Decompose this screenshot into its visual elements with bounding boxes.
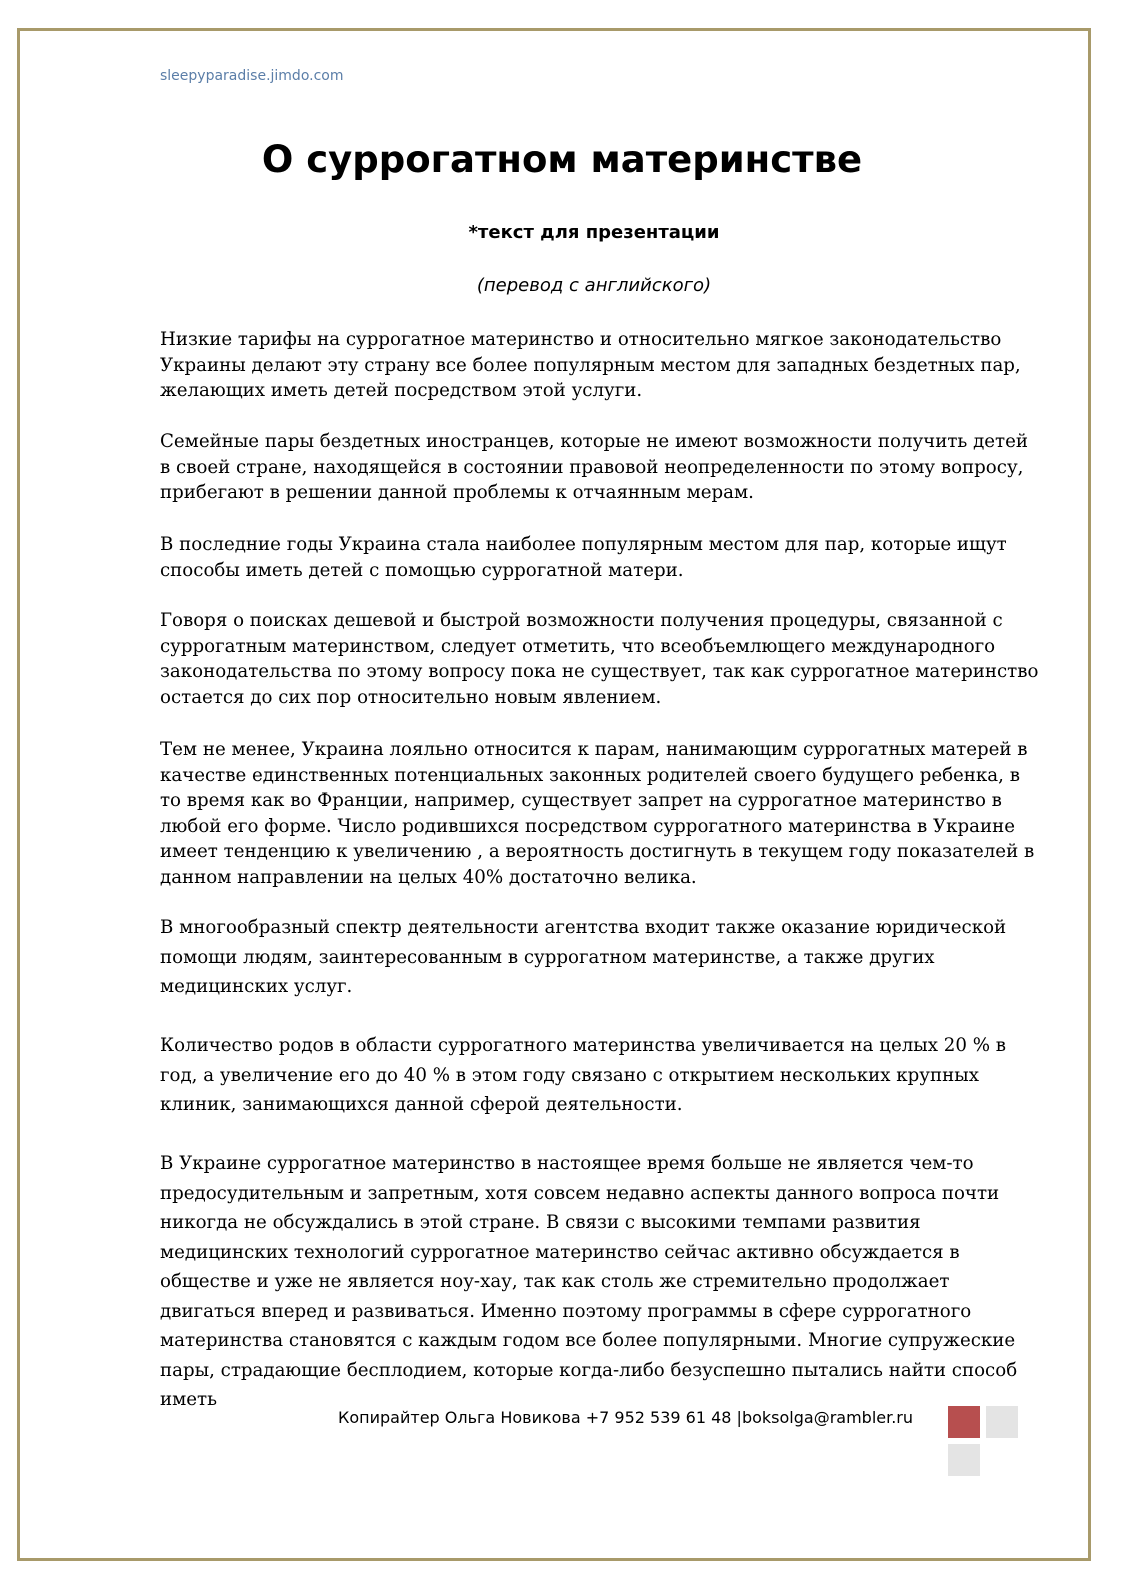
paragraph-text: Говоря о поисках дешевой и быстрой возможности получения процедуры, связанной с суррогатным материнством, следует отметить, что всеобъемлющего международного законодательства по этому вопросу пока не существует, так как суррогатное материнство остается до сих пор относительно новым явлением. [160,610,1039,708]
logo-square-gray [948,1444,980,1476]
paragraph-text: Низкие тарифы на суррогатное материнство и относительно мягкое законодательство Украины делают эту страну все более популярным местом для западных бездетных пар, желающих иметь детей посредством этой услуги. [160,329,1021,401]
paragraph-text: Количество родов в области суррогатного материнства увеличивается на целых 20 % в год, а увеличение его до 40 % в этом году связано с открытием нескольких крупных клиник, занимающихся данной сферой деятельности. [160,1035,1007,1115]
logo-square-red [948,1406,980,1438]
translation-note: (перевод с английского) [476,275,712,296]
paragraph-7 [160,1031,1040,1120]
paragraph-text: В многообразный спектр деятельности агентства входит также оказание юридической помощи людям, заинтересованным в суррогатном материнстве, а также других медицинских услуг. [160,917,1007,997]
paragraph-2 [160,429,1040,506]
document-subtitle: *текст для презентации [468,222,720,243]
paragraph-text: Тем не менее, Украина лояльно относится к парам, нанимающим суррогатных матерей в качестве единственных потенциальных законных родителей своего будущего ребенка, в то время как во Франции, например, существует запрет на суррогатное материнство в любой его форме. Число родившихся посредством суррогатного материнства в Украине имеет тенденцию к увеличению , а вероятность достигнуть в текущем году показателей в данном направлении на целых 40% достаточно велика. [160,739,1035,888]
paragraph-3 [160,532,1040,583]
document-title: О суррогатном материнстве [261,138,863,181]
paragraph-5 [160,737,1040,890]
footer-logo-squares [948,1406,1020,1478]
paragraph-text: В последние годы Украина стала наиболее популярным местом для пар, которые ищут способы иметь детей с помощью суррогатной матери. [160,534,1007,581]
paragraph-1 [160,327,1040,404]
paragraph-text: В Украине суррогатное материнство в настоящее время больше не является чем-то предосудительным и запретным, хотя совсем недавно аспекты данного вопроса почти никогда не обсуждались в этой стране. В связи с высокими темпами развития медицинских технологий суррогатное материнство сейчас активно обсуждается в обществе и уже не является ноу-хау, так как столь же стремительно продолжает двигаться вперед и развиваться. Именно поэтому программы в сфере суррогатного материнства становятся с каждым годом все более популярными. Многие супружеские пары, страдающие бесплодием, которые когда-либо безуспешно пытались найти способ иметь [160,1153,1018,1410]
paragraph-8 [160,1149,1040,1415]
site-url-link[interactable]: sleepyparadise.jimdo.com [160,68,344,84]
logo-square-gray [986,1406,1018,1438]
paragraph-6 [160,913,1040,1002]
paragraph-4 [160,608,1040,710]
footer-contact: Копирайтер Ольга Новикова +7 952 539 61 48 |boksolga@rambler.ru [338,1408,914,1427]
paragraph-text: Семейные пары бездетных иностранцев, которые не имеют возможности получить детей в своей стране, находящейся в состоянии правовой неопределенности по этому вопросу, прибегают в решении данной проблемы к отчаянным мерам. [160,431,1028,503]
